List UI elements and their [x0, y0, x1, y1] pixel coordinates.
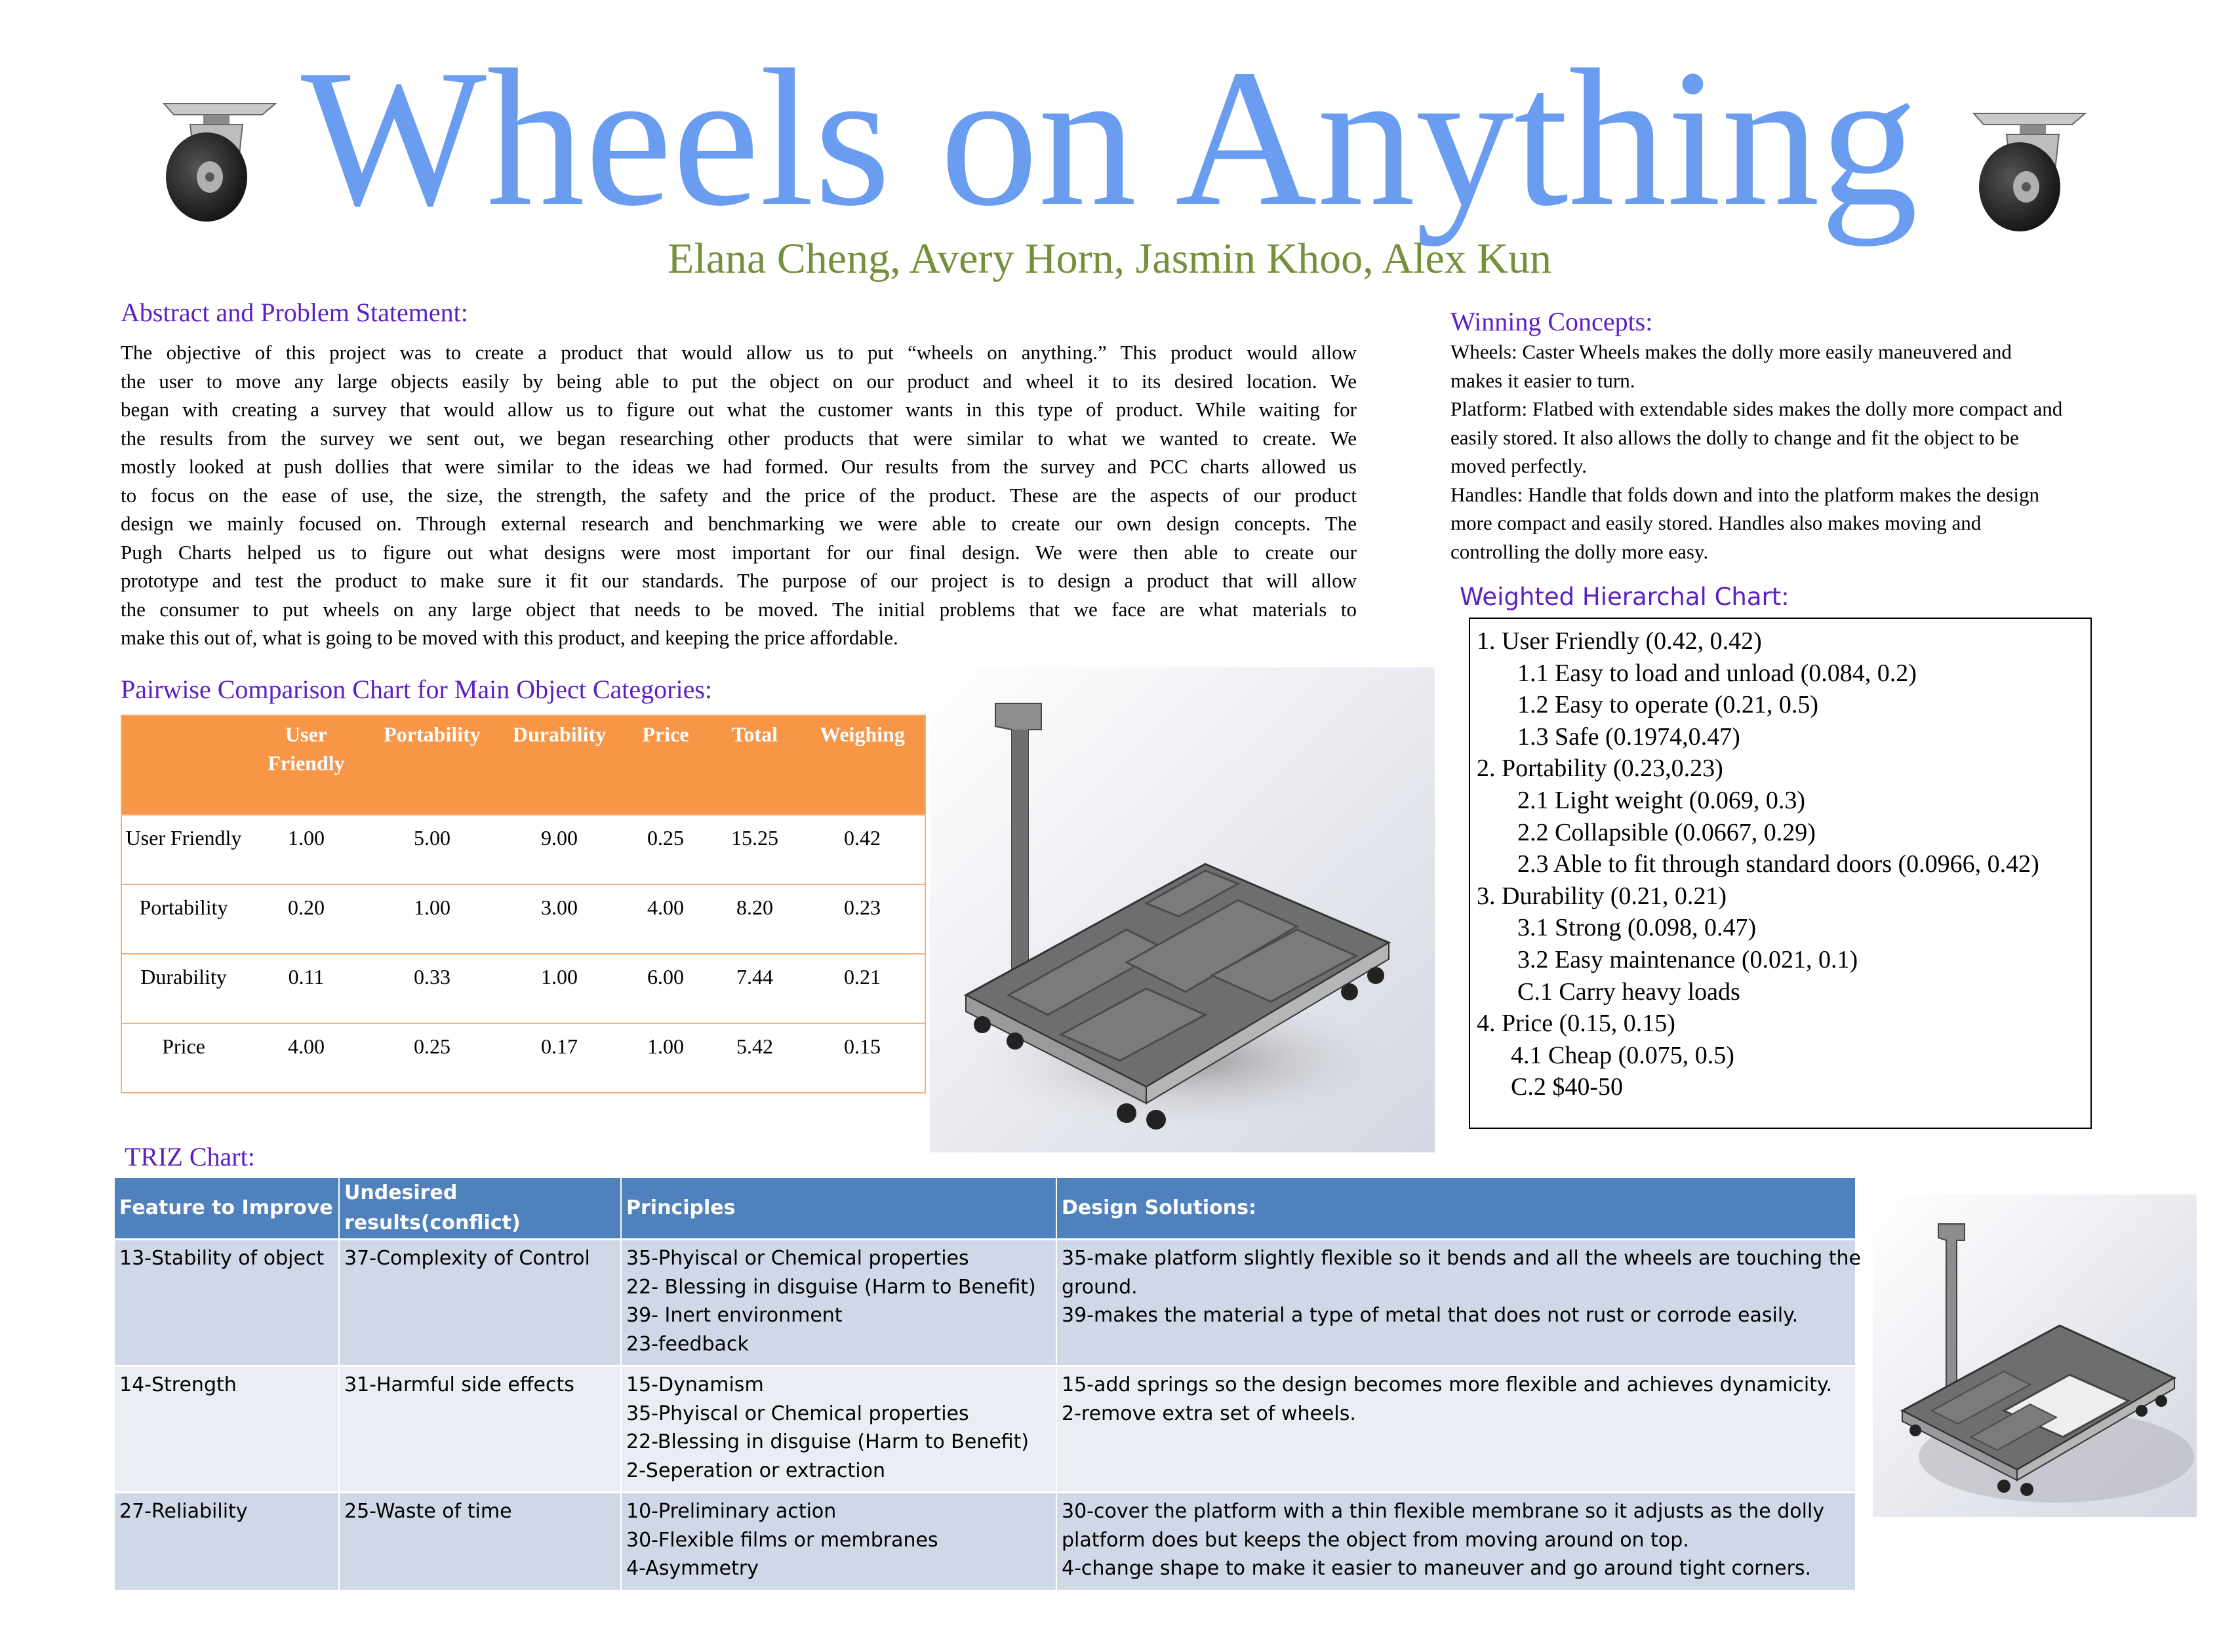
pairwise-row-label: User Friendly: [121, 815, 245, 884]
abstract-line: the results from the survey we sent out, we began researching other products that were similar to what we wanted to create. We: [121, 426, 1357, 450]
dolly-render-small: [1873, 1194, 2197, 1517]
weighted-item: 3.1 Strong (0.098, 0.47): [1517, 914, 1757, 942]
pairwise-cell: 0.25: [622, 815, 710, 884]
pairwise-cell: 1.00: [367, 884, 497, 954]
triz-solution-line: 15-add springs so the design becomes more flexible and achieves dynamicity.: [1062, 1373, 1833, 1396]
winning-line: moved perfectly.: [1450, 454, 1588, 477]
winning-line: controlling the dolly more easy.: [1450, 540, 1709, 563]
pairwise-row: [121, 1023, 925, 1093]
triz-solution-line: ground.: [1062, 1275, 1138, 1299]
triz-row: [115, 1366, 1856, 1493]
triz-principle-line: 4-Asymmetry: [626, 1557, 759, 1580]
pairwise-heading: Pairwise Comparison Chart for Main Object Categories:: [121, 675, 713, 704]
pairwise-cell: 4.00: [622, 884, 710, 954]
weighted-item: C.1 Carry heavy loads: [1517, 977, 1740, 1006]
weighted-item: 4. Price (0.15, 0.15): [1477, 1010, 1675, 1038]
triz-row: [115, 1493, 1856, 1590]
winning-text: [1450, 338, 2191, 566]
weighted-item: 2.2 Collapsible (0.0667, 0.29): [1517, 818, 1816, 846]
triz-heading: TRIZ Chart:: [125, 1142, 255, 1171]
triz-principle-line: 22-Blessing in disguise (Harm to Benefit): [626, 1430, 1030, 1453]
triz-principles: [621, 1493, 1056, 1590]
abstract-line: the consumer to put wheels on any large object that needs to be moved. The initial problems that we face are what materials to: [121, 597, 1357, 621]
triz-header: Undesired results(conflict): [339, 1178, 621, 1240]
pairwise-cell: 7.44: [710, 954, 800, 1023]
pairwise-row: [121, 954, 925, 1023]
winning-line: easily stored. It also allows the dolly to change and fit the object to be: [1450, 425, 2019, 449]
pairwise-cell: 0.23: [800, 884, 925, 954]
triz-conflict: 25-Waste of time: [339, 1493, 621, 1590]
triz-solution-line: 35-make platform slightly flexible so it bends and all the wheels are touching the: [1062, 1247, 1861, 1270]
abstract-text: [121, 338, 1357, 652]
triz-solution-line: 39-makes the material a type of metal that does not rust or corrode easily.: [1062, 1304, 1799, 1327]
abstract-line: Pugh Charts helped us to figure out what designs were most important for our final design. We were then able to create our: [121, 540, 1357, 564]
triz-principle-line: 22- Blessing in disguise (Harm to Benefit): [626, 1275, 1036, 1299]
triz-header: Design Solutions:: [1056, 1178, 1856, 1240]
triz-feature: 27-Reliability: [115, 1493, 339, 1590]
abstract-line: began with creating a survey that would allow us to figure out what the customer wants in this type of product. While waiting for: [121, 398, 1357, 421]
pairwise-row-label: Price: [121, 1023, 245, 1093]
weighted-heading: Weighted Hierarchal Chart:: [1460, 583, 1789, 611]
triz-table: [115, 1178, 1861, 1590]
abstract-line: The objective of this project was to create a product that would allow us to put “wheels on anything.” This product would allow: [121, 341, 1357, 364]
pairwise-cell: 1.00: [497, 954, 622, 1023]
winning-line: makes it easier to turn.: [1450, 368, 1635, 392]
pairwise-cell: 0.33: [367, 954, 497, 1023]
pairwise-cell: 6.00: [622, 954, 710, 1023]
abstract-heading: Abstract and Problem Statement:: [121, 298, 468, 327]
pairwise-cell: 3.00: [497, 884, 622, 954]
triz-principles: [621, 1240, 1056, 1366]
triz-feature: 13-Stability of object: [115, 1240, 339, 1366]
abstract-line: the user to move any large objects easily by being able to put the object on our product and wheel it to its desired location. We: [121, 369, 1357, 393]
triz-solution-line: 2-remove extra set of wheels.: [1062, 1402, 1356, 1425]
abstract-line: make this out of, what is going to be moved with this product, and keeping the price affordable.: [121, 626, 898, 649]
weighted-item: 1.2 Easy to operate (0.21, 0.5): [1517, 691, 1819, 719]
triz-principle-line: 2-Seperation or extraction: [626, 1459, 885, 1482]
pairwise-row-label: Portability: [121, 884, 245, 954]
pairwise-cell: 9.00: [497, 815, 622, 884]
weighted-item: 2. Portability (0.23,0.23): [1477, 755, 1723, 783]
pairwise-cell: 5.00: [367, 815, 497, 884]
abstract-line: design we mainly focused on. Through external research and benchmarking we were able to create our own design concepts. The: [121, 512, 1357, 535]
weighted-item: C.2 $40-50: [1511, 1073, 1623, 1101]
authors: Elana Cheng, Avery Horn, Jasmin Khoo, Alex Kun: [668, 235, 1551, 283]
triz-solutions: [1056, 1366, 1856, 1493]
triz-row: [115, 1240, 1856, 1366]
pairwise-row: [121, 815, 925, 884]
weighted-item: 3. Durability (0.21, 0.21): [1477, 882, 1727, 910]
triz-principle-line: 35-Phyiscal or Chemical properties: [626, 1247, 969, 1270]
pairwise-cell: 4.00: [245, 1023, 367, 1093]
pairwise-row-label: Durability: [121, 954, 245, 1023]
weighted-item: 3.2 Easy maintenance (0.021, 0.1): [1517, 945, 1858, 974]
weighted-item: 1. User Friendly (0.42, 0.42): [1477, 627, 1762, 655]
triz-principle-line: 39- Inert environment: [626, 1304, 843, 1327]
triz-solution-line: platform does but keeps the object from moving around on top.: [1062, 1528, 1689, 1552]
winning-line: Wheels: Caster Wheels makes the dolly more easily maneuvered and: [1450, 340, 2012, 363]
pairwise-table: [121, 715, 926, 1093]
abstract-line: to focus on the ease of use, the size, the strength, the safety and the price of the product. These are the aspects of our product: [121, 483, 1357, 507]
pairwise-cell: 0.20: [245, 884, 367, 954]
pairwise-cell: 1.00: [622, 1023, 710, 1093]
weighted-item: 1.1 Easy to load and unload (0.084, 0.2): [1517, 659, 1917, 687]
pairwise-cell: 0.17: [497, 1023, 622, 1093]
weighted-item: 1.3 Safe (0.1974,0.47): [1517, 722, 1740, 751]
triz-solution-line: 4-change shape to make it easier to maneuver and go around tight corners.: [1062, 1557, 1812, 1580]
pairwise-cell: 0.25: [367, 1023, 497, 1093]
pairwise-header: Durability: [497, 715, 622, 815]
weighted-item: 4.1 Cheap (0.075, 0.5): [1511, 1041, 1734, 1069]
pairwise-cell: 0.11: [245, 954, 367, 1023]
pairwise-cell: 0.21: [800, 954, 925, 1023]
pairwise-cell: 0.15: [800, 1023, 925, 1093]
dolly-render-image: [930, 667, 1435, 1152]
weighted-item: 2.1 Light weight (0.069, 0.3): [1517, 786, 1806, 814]
triz-conflict: 37-Complexity of Control: [339, 1240, 621, 1366]
pairwise-header: User Friendly: [245, 715, 367, 815]
pairwise-cell: 8.20: [710, 884, 800, 954]
triz-header: Feature to Improve: [115, 1178, 339, 1240]
abstract-line: mostly looked at push dollies that were similar to the ideas we had formed. Our results from the survey and PCC charts allowed us: [121, 455, 1357, 478]
triz-solutions: [1056, 1240, 1861, 1366]
pairwise-header: Price: [622, 715, 710, 815]
pairwise-cell: 0.42: [800, 815, 925, 884]
pairwise-row: [121, 884, 925, 954]
triz-principle-line: 35-Phyiscal or Chemical properties: [626, 1402, 969, 1425]
triz-solution-line: 30-cover the platform with a thin flexible membrane so it adjusts as the dolly: [1062, 1500, 1825, 1523]
triz-principle-line: 23-feedback: [626, 1332, 749, 1356]
triz-solutions: [1056, 1493, 1856, 1590]
triz-principle-line: 10-Preliminary action: [626, 1500, 837, 1523]
triz-header: Principles: [621, 1178, 1056, 1240]
triz-principle-line: 30-Flexible films or membranes: [626, 1528, 938, 1552]
winning-line: Platform: Flatbed with extendable sides makes the dolly more compact and: [1450, 397, 2063, 420]
triz-conflict: 31-Harmful side effects: [339, 1366, 621, 1493]
pairwise-cell: 1.00: [245, 815, 367, 884]
winning-line: Handles: Handle that folds down and into the platform makes the design: [1450, 482, 2039, 506]
triz-principle-line: 15-Dynamism: [626, 1373, 764, 1396]
triz-principles: [621, 1366, 1056, 1493]
pairwise-header: Weighing: [800, 715, 925, 815]
pairwise-header: Total: [710, 715, 800, 815]
weighted-item: 2.3 Able to fit through standard doors (0.0966, 0.42): [1517, 850, 2039, 878]
pairwise-header: [121, 715, 245, 815]
triz-feature: 14-Strength: [115, 1366, 339, 1493]
pairwise-header: Portability: [367, 715, 497, 815]
pairwise-cell: 15.25: [710, 815, 800, 884]
weighted-chart-box: [1469, 618, 2092, 1129]
winning-line: more compact and easily stored. Handles also makes moving and: [1450, 511, 1982, 534]
abstract-line: prototype and test the product to make sure it fit our standards. The purpose of our project is to design a product that will allow: [121, 569, 1357, 592]
pairwise-cell: 5.42: [710, 1023, 800, 1093]
winning-heading: Winning Concepts:: [1450, 307, 1653, 336]
poster-title: Wheels on Anything: [300, 29, 1919, 246]
